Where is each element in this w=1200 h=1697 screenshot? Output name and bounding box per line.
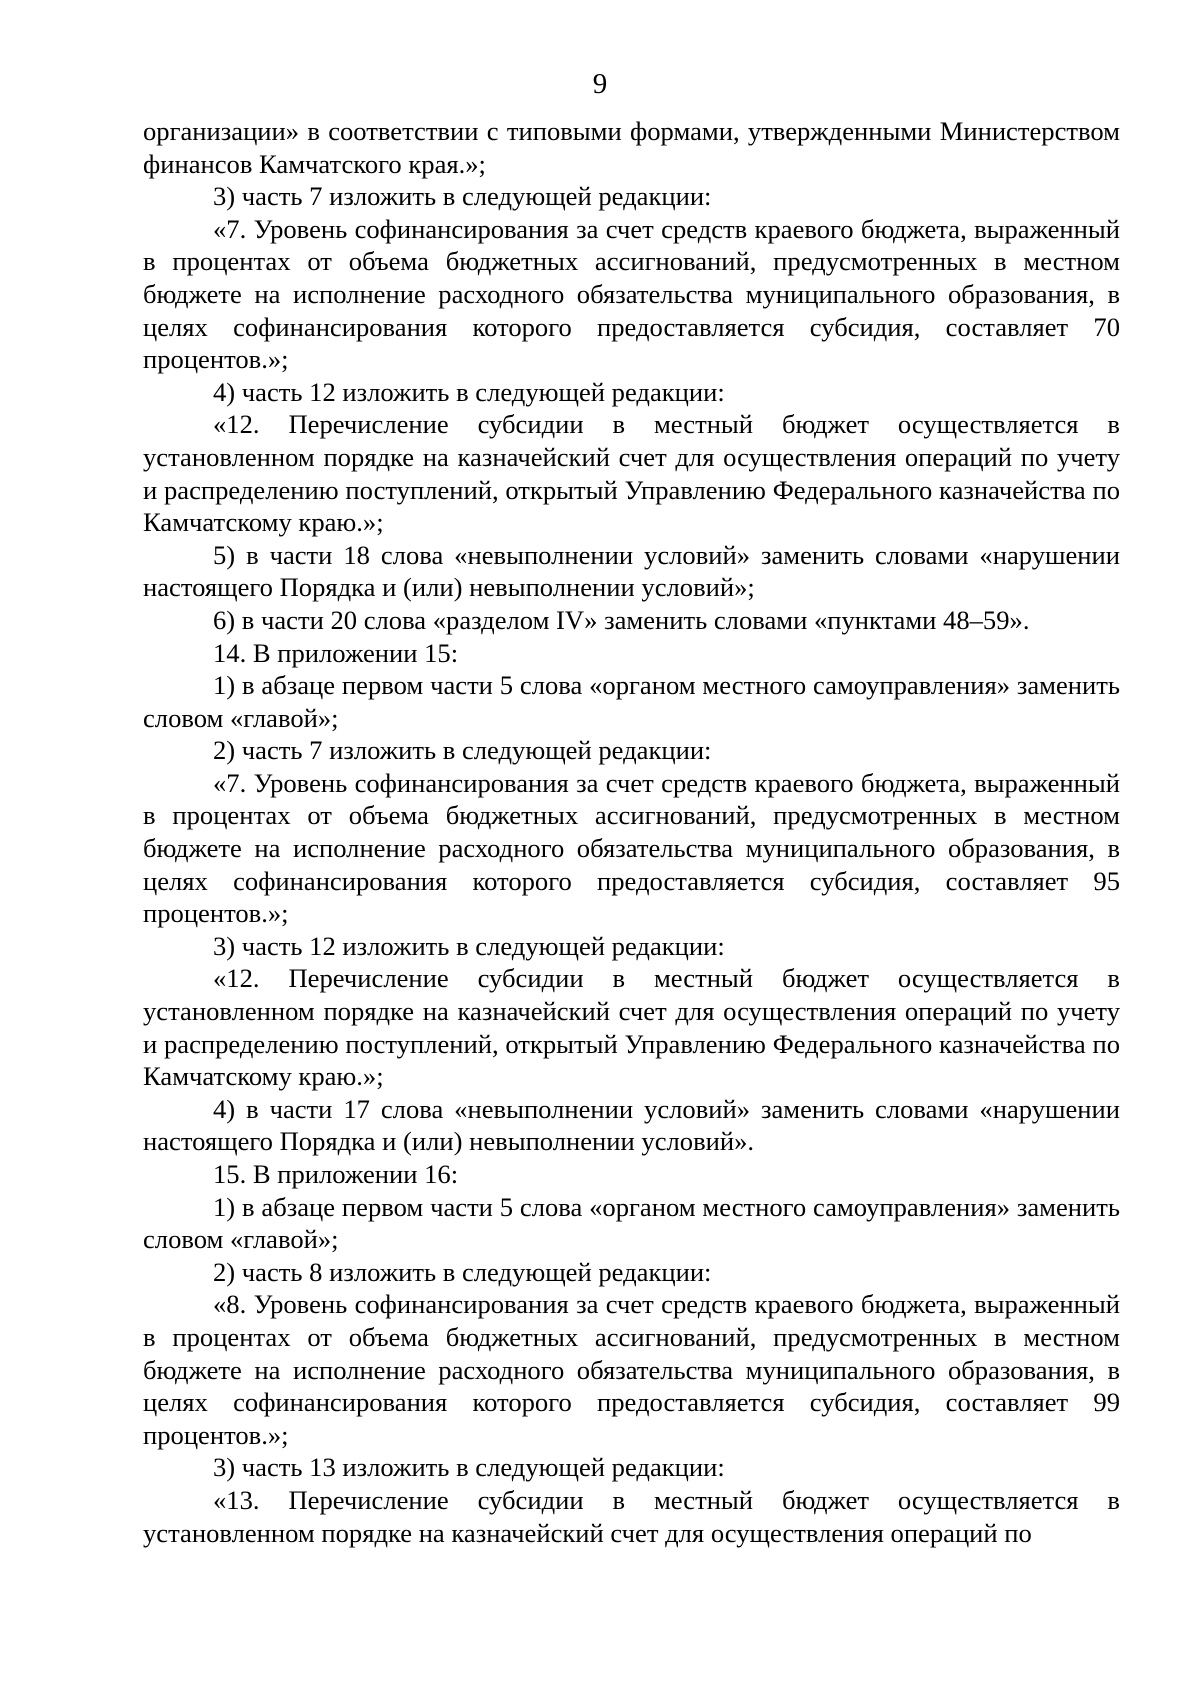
paragraph: 1) в абзаце первом части 5 слова «органом местного самоуправления» заменить словом «главой»; bbox=[143, 1191, 1120, 1255]
paragraph: организации» в соответствии с типовыми формами, утвержденными Министерством финансов Камчатского края.»; bbox=[143, 116, 1120, 179]
paragraph: 14. В приложении 15: bbox=[213, 637, 459, 668]
paragraph: «7. Уровень софинансирования за счет средств краевого бюджета, выраженный в процентах от объема бюджетных ассигнований, предусмотренных в местном бюджете на исполнение расходного обязательства муниципального образования, в целях софинансирования которого предоставляется субсидия, составляет 95 процентов.»; bbox=[143, 767, 1120, 929]
paragraph: 4) часть 12 изложить в следующей редакции: bbox=[213, 376, 725, 407]
paragraph: 3) часть 7 изложить в следующей редакции: bbox=[213, 181, 712, 212]
paragraph: «13. Перечисление субсидии в местный бюджет осуществляется в установленном порядке на казначейский счет для осуществления операций по bbox=[143, 1484, 1120, 1548]
paragraph: «7. Уровень софинансирования за счет средств краевого бюджета, выраженный в процентах от объема бюджетных ассигнований, предусмотренных в местном бюджете на исполнение расходного обязательства муниципального образования, в целях софинансирования которого предоставляется субсидия, составляет 70 процентов.»; bbox=[143, 213, 1120, 375]
page-number: 9 bbox=[592, 68, 608, 100]
paragraph: 6) в части 20 слова «разделом IV» заменить словами «пунктами 48–59». bbox=[213, 604, 1030, 635]
paragraph: «12. Перечисление субсидии в местный бюджет осуществляется в установленном порядке на казначейский счет для осуществления операций по учету и распределению поступлений, открытый Управлению Федерального казначейства по Камчатскому краю.»; bbox=[143, 963, 1120, 1092]
paragraph: 3) часть 12 изложить в следующей редакции: bbox=[213, 930, 725, 961]
paragraph: 2) часть 7 изложить в следующей редакции: bbox=[213, 735, 712, 766]
paragraph: «12. Перечисление субсидии в местный бюджет осуществляется в установленном порядке на казначейский счет для осуществления операций по учету и распределению поступлений, открытый Управлению Федерального казначейства по Камчатскому краю.»; bbox=[143, 409, 1120, 538]
paragraph: 3) часть 13 изложить в следующей редакции: bbox=[213, 1452, 725, 1483]
paragraph: «8. Уровень софинансирования за счет средств краевого бюджета, выраженный в процентах от объема бюджетных ассигнований, предусмотренных в местном бюджете на исполнение расходного обязательства муниципального образования, в целях софинансирования которого предоставляется субсидия, составляет 99 процентов.»; bbox=[143, 1289, 1120, 1450]
paragraph: 2) часть 8 изложить в следующей редакции: bbox=[213, 1256, 712, 1287]
paragraph: 1) в абзаце первом части 5 слова «органом местного самоуправления» заменить словом «главой»; bbox=[143, 670, 1120, 733]
paragraph: 15. В приложении 16: bbox=[213, 1159, 459, 1189]
document-body bbox=[143, 115, 1120, 1549]
paragraph: 4) в части 17 слова «невыполнении условий» заменить словами «нарушении настоящего Порядка и (или) невыполнении условий». bbox=[143, 1093, 1120, 1157]
paragraph: 5) в части 18 слова «невыполнении условий» заменить словами «нарушении настоящего Порядка и (или) невыполнении условий»; bbox=[143, 539, 1120, 603]
